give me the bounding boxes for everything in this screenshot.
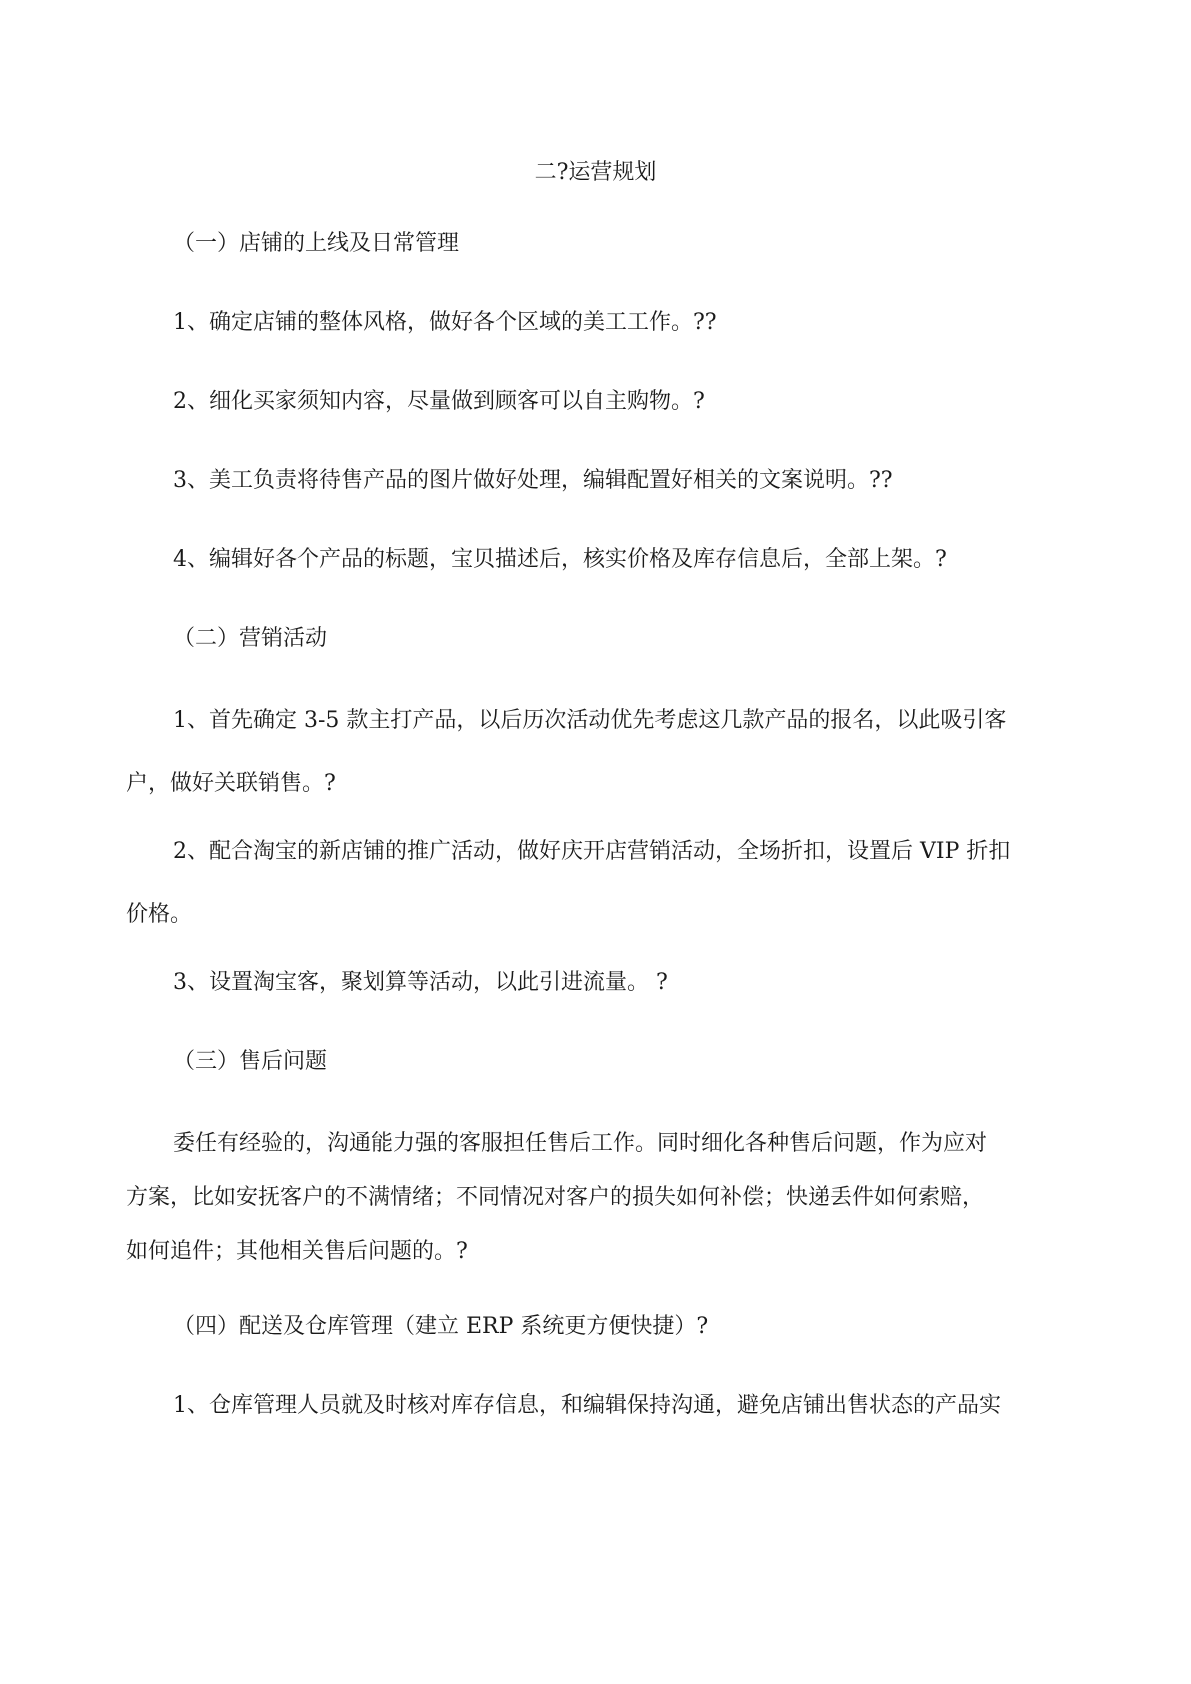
section-2-item-3: 3、设置淘宝客，聚划算等活动，以此引进流量。 ? xyxy=(173,970,668,995)
section-1-item-3: 3、美工负责将待售产品的图片做好处理，编辑配置好相关的文案说明。?? xyxy=(173,468,893,493)
section-3-heading: （三）售后问题 xyxy=(173,1049,328,1074)
section-2-item-2-line-1: 2、配合淘宝的新店铺的推广活动，做好庆开店营销活动，全场折扣，设置后 VIP 折扣 xyxy=(173,839,1011,864)
section-3-body-line-2: 方案，比如安抚客户的不满情绪；不同情况对客户的损失如何补偿；快递丢件如何索赔， xyxy=(126,1185,985,1210)
section-1-item-2: 2、细化买家须知内容，尽量做到顾客可以自主购物。? xyxy=(173,389,705,414)
section-2-item-1-line-2: 户，做好关联销售。? xyxy=(126,771,336,796)
section-2-heading: （二）营销活动 xyxy=(173,626,328,651)
section-3-body-line-3: 如何追件；其他相关售后问题的。? xyxy=(126,1239,468,1264)
section-1-heading: （一）店铺的上线及日常管理 xyxy=(173,231,460,256)
section-3-body xyxy=(126,1126,1086,1264)
section-2-item-2 xyxy=(126,834,1086,927)
section-4-item-1-line-1: 1、仓库管理人员就及时核对库存信息，和编辑保持沟通，避免店铺出售状态的产品实 xyxy=(173,1393,1001,1418)
section-1-item-1: 1、确定店铺的整体风格，做好各个区域的美工工作。?? xyxy=(173,310,717,335)
section-1-item-4: 4、编辑好各个产品的标题，宝贝描述后，核实价格及库存信息后，全部上架。? xyxy=(173,547,947,572)
section-2-item-1-line-1: 1、首先确定 3-5 款主打产品，以后历次活动优先考虑这几款产品的报名，以此吸引客 xyxy=(173,708,1007,733)
section-3-body-line-1: 委任有经验的，沟通能力强的客服担任售后工作。同时细化各种售后问题，作为应对 xyxy=(173,1131,988,1156)
section-2-item-2-line-2: 价格。 xyxy=(126,902,193,927)
document-title: 二?运营规划 xyxy=(534,160,657,185)
section-4-heading: （四）配送及仓库管理（建立 ERP 系统更方便快捷）? xyxy=(173,1314,709,1339)
section-2-item-1 xyxy=(126,703,1086,796)
